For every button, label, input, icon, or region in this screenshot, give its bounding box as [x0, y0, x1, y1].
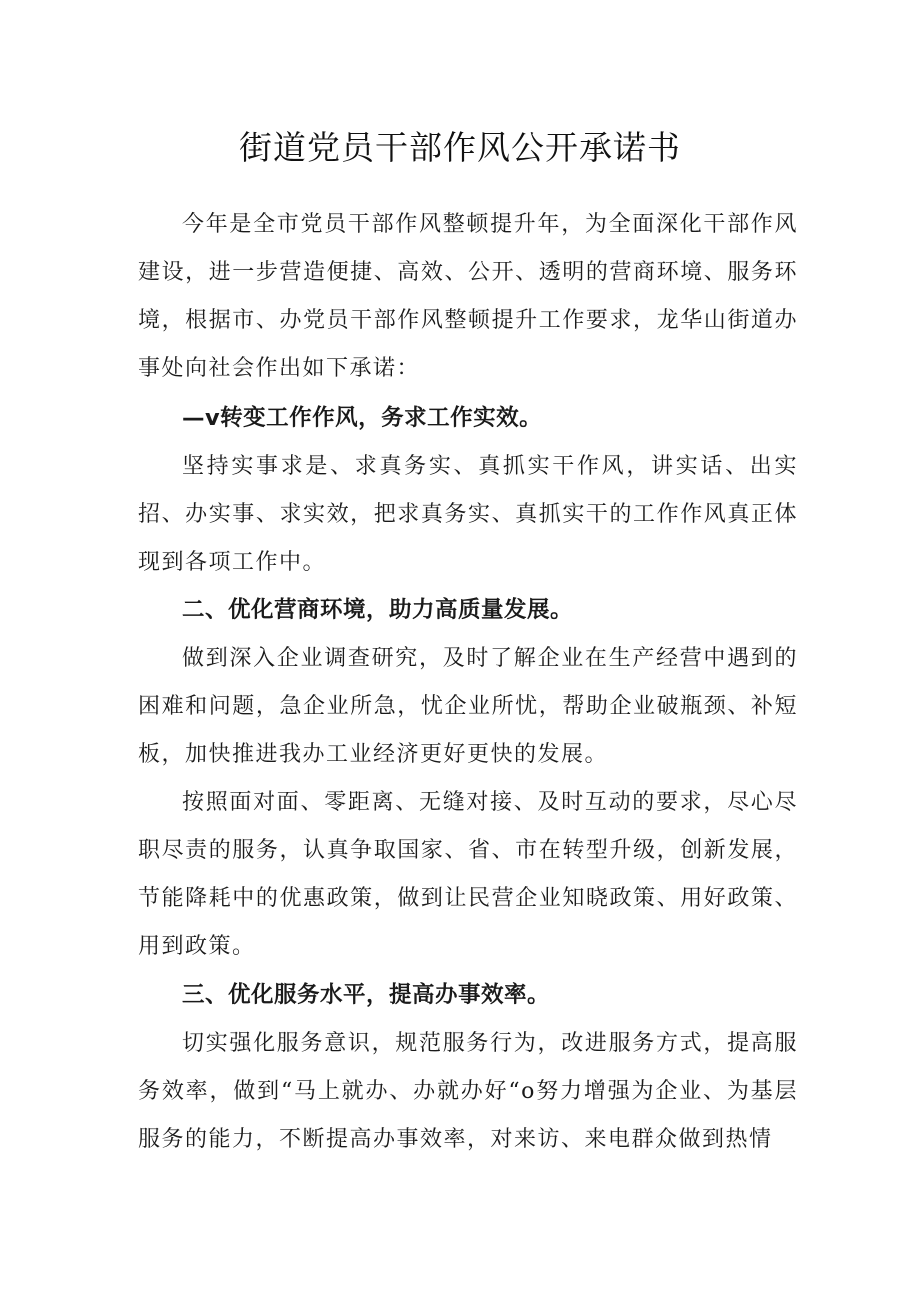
section-2-paragraph-1: 做到深入企业调查研究，及时了解企业在生产经营中遇到的困难和问题，急企业所急，忧企业所忧，帮助企业破瓶颈、补短板，加快推进我办工业经济更好更快的发展。 [138, 646, 798, 767]
section-heading-3: 三、优化服务水平，提高办事效率。 [182, 982, 551, 1008]
intro-paragraph: 今年是全市党员干部作风整顿提升年，为全面深化干部作风建设，进一步营造便捷、高效、公开、透明的营商环境、服务环境，根据市、办党员干部作风整顿提升工作要求，龙华山街道办事处向社会作出如下承诺： [138, 212, 798, 381]
section-heading-2: 二、优化营商环境，助力高质量发展。 [182, 597, 574, 623]
section-1-paragraph-1: 坚持实事求是、求真务实、真抓实干作风，讲实话、出实招、办实事、求实效，把求真务实、真抓实干的工作作风真正体现到各项工作中。 [138, 454, 798, 575]
section-heading-1: —v转变工作作风，务求工作实效。 [182, 405, 543, 431]
section-3-paragraph-1: 切实强化服务意识，规范服务行为，改进服务方式，提高服务效率，做到“马上就办、办就办好“o努力增强为企业、为基层服务的能力，不断提高办事效率，对来访、来电群众做到热情 [138, 1031, 798, 1152]
section-2-paragraph-2: 按照面对面、零距离、无缝对接、及时互动的要求，尽心尽职尽责的服务，认真争取国家、省、市在转型升级，创新发展，节能降耗中的优惠政策，做到让民营企业知晓政策、用好政策、用到政策。 [138, 790, 798, 959]
document-title: 街道党员干部作风公开承诺书 [239, 128, 681, 167]
